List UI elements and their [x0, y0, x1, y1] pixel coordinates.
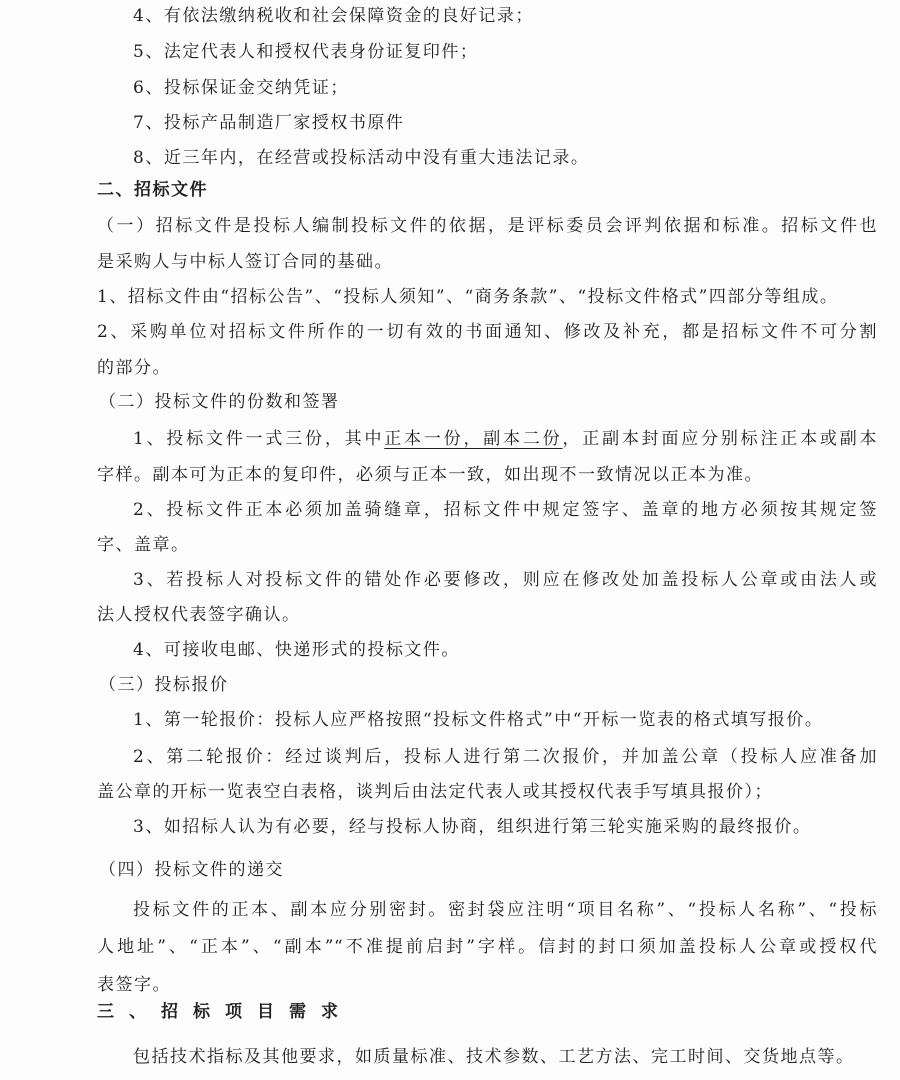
doc-line-seal-b: 字、盖章。 — [97, 535, 190, 555]
doc-line-qualification-7: 7、投标产品制造厂家授权书原件 — [133, 113, 405, 133]
doc-line-round-2a: 2、第二轮报价：经过谈判后，投标人进行第二次报价，并加盖公章（投标人应准备加 — [133, 747, 877, 767]
doc-line-correction-a: 3、若投标人对投标文件的错处作必要修改，则应在修改处加盖投标人公章或由法人或 — [133, 570, 877, 590]
copies-text-pre: 1、投标文件一式三份，其中 — [133, 429, 385, 449]
doc-line-amendments-b: 的部分。 — [97, 358, 171, 378]
doc-line-seal-a: 2、投标文件正本必须加盖骑缝章，招标文件中规定签字、盖章的地方必须按其规定签 — [133, 500, 877, 520]
doc-line-subsection-1b: 是采购人与中标人签订合同的基础。 — [97, 252, 393, 272]
doc-line-amendments-a: 2、采购单位对招标文件所作的一切有效的书面通知、修改及补充，都是招标文件不可分割 — [97, 322, 877, 342]
doc-line-copies-b: 字样。副本可为正本的复印件，必须与正本一致，如出现不一致情况以正本为准。 — [97, 465, 763, 485]
heading-section-2: 二、招标文件 — [97, 180, 208, 200]
doc-line-round-3: 3、如招标人认为有必要，经与投标人协商，组织进行第三轮实施采购的最终报价。 — [133, 817, 812, 837]
doc-line-round-1: 1、第一轮报价：投标人应严格按照“投标文件格式”中“开标一览表的格式填写报价。 — [133, 710, 824, 730]
doc-line-correction-b: 法人授权代表签字确认。 — [97, 605, 301, 625]
doc-line-qualification-4: 4、有依法缴纳税收和社会保障资金的良好记录； — [133, 6, 534, 26]
copies-text-post: ，正副本封面应分别标注正本或副本 — [562, 429, 877, 449]
doc-line-sealing-b: 人地址”、“正本”、“副本”“不准提前启封”字样。信封的封口须加盖投标人公章或授权代 — [97, 937, 877, 957]
subheading-copies-signing: （二）投标文件的份数和签署 — [99, 392, 340, 412]
doc-line-copies-a — [133, 426, 877, 452]
doc-line-requirements: 包括技术指标及其他要求，如质量标准、技术参数、工艺方法、完工时间、交货地点等。 — [133, 1047, 855, 1067]
doc-line-qualification-5: 5、法定代表人和授权代表身份证复印件； — [133, 42, 479, 62]
underlined-copies-count: 正本一份，副本二份 — [384, 429, 563, 449]
doc-line-qualification-6: 6、投标保证金交纳凭证； — [133, 78, 349, 98]
doc-line-sealing-a: 投标文件的正本、副本应分别密封。密封袋应注明“项目名称”、“投标人名称”、“投标 — [133, 900, 877, 920]
doc-line-qualification-8: 8、近三年内，在经营或投标活动中没有重大违法记录。 — [133, 148, 590, 168]
doc-line-delivery-forms: 4、可接收电邮、快递形式的投标文件。 — [133, 640, 460, 660]
doc-line-round-2b: 盖公章的开标一览表空白表格，谈判后由法定代表人或其授权代表手写填具报价）； — [97, 782, 773, 802]
subheading-bid-price: （三）投标报价 — [99, 675, 229, 695]
doc-line-subsection-1a: （一）招标文件是投标人编制投标文件的依据，是评标委员会评判依据和标准。招标文件也 — [97, 216, 877, 236]
heading-section-3: 三、招标项目需求 — [97, 1002, 353, 1022]
subheading-submission: （四）投标文件的递交 — [99, 860, 284, 880]
doc-line-sealing-c: 表签字。 — [97, 975, 171, 995]
doc-line-composition: 1、招标文件由“招标公告”、“投标人须知”、“商务条款”、“投标文件格式”四部分等组成。 — [97, 287, 839, 307]
